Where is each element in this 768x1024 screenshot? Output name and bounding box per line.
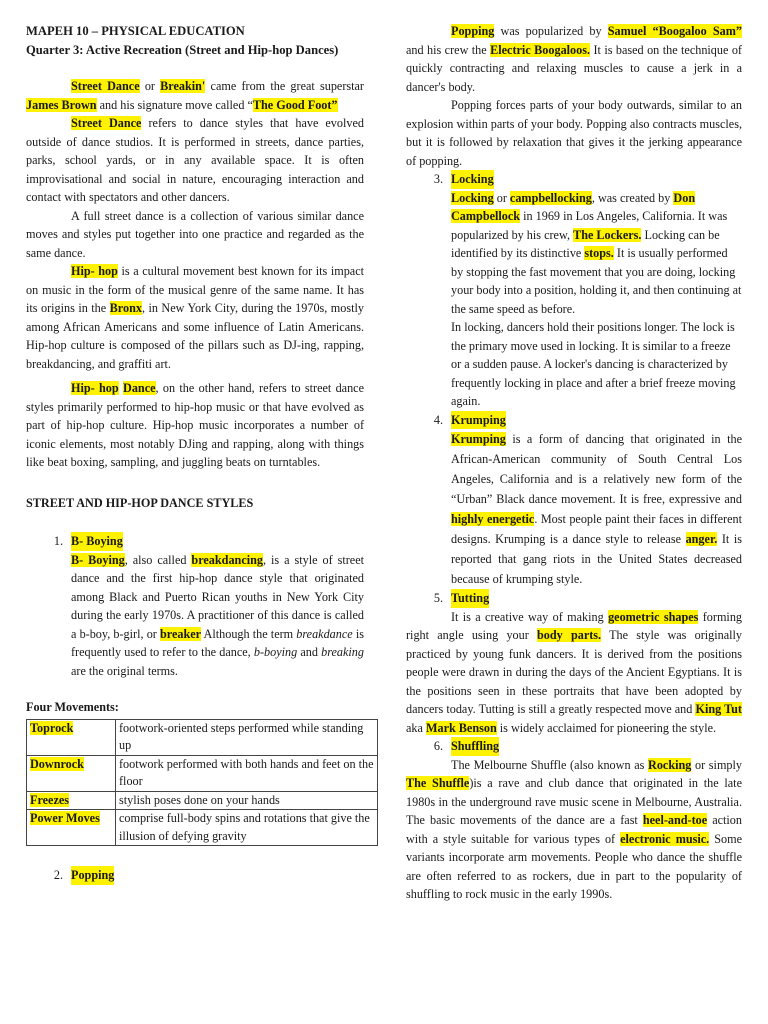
table-row xyxy=(27,755,378,791)
table-cell-name: Downrock xyxy=(27,755,116,791)
list-item-locking-heading: 3. Locking xyxy=(406,170,742,189)
popping-paragraph-1: Popping was popularized by Samuel “Boogaloo Sam” and his crew the Electric Boogaloos. It is based on the technique of quickly contracting and relaxing muscles to cause a jerk in a dancer's body. xyxy=(406,24,742,94)
left-column xyxy=(26,22,374,885)
locking-paragraph-1: Locking or campbellocking, was created by Don Campbellock in 1969 in Los Angeles, California. It was popularized by his crew, The Lockers. Locking can be identified by its distinctive stops. It is usually performed by stopping the fast movement that you are doing, locking your body into a position, holding it, and then continuing at the same speed as before. xyxy=(451,190,742,316)
right-column xyxy=(406,22,742,904)
intro-paragraph-3: A full street dance is a collection of various similar dance moves and styles put together into one practice and regarded as the same dance. xyxy=(26,208,364,260)
four-movements-table xyxy=(26,719,378,847)
intro-paragraph-2: Street Dance refers to dance styles that have evolved outside of dance studios. It is performed in streets, dance parties, parks, school yards, or in any available space. It is often improvisational and social in nature, encouraging interaction and contact with spectators and other dancers. xyxy=(26,116,364,204)
table-row xyxy=(27,791,378,810)
popping-paragraph-2: Popping forces parts of your body outwards, similar to an explosion within parts of your body. Popping also contracts muscles, but it is followed by relaxation that gives it the jerking appearance of popping. xyxy=(406,98,742,168)
list-item-tutting-heading: 5. Tutting xyxy=(406,589,742,608)
intro-paragraph-4: Hip- hop is a cultural movement best known for its impact on music in the form of the musical genre of the same name. It has its origins in the Bronx, in New York City, during the 1970s, mostly among African Americans and some influence of Latin Americans. Hip-hop culture is composed of the pillars such as DJ-ing, rapping, breakdancing, and graffiti art. xyxy=(26,264,365,371)
table-cell-desc: footwork performed with both hands and feet on the floor xyxy=(116,755,378,791)
table-cell-desc: footwork-oriented steps performed while standing up xyxy=(116,719,378,755)
krumping-paragraph: Krumping is a form of dancing that originated in the African-American community of South Central Los Angeles, California and is a relatively new form of the “Urban” Black dance movement. It is free, expressive and highly energetic. Most people paint their faces in different designs. Krumping is a dance style to release anger. It is reported that gang riots in the United States decreased because of krumping style. xyxy=(451,432,742,586)
list-item-krumping-heading: 4. Krumping xyxy=(406,411,742,430)
tutting-paragraph: It is a creative way of making geometric shapes forming right angle using your body parts. The style was originally practiced by young funk dancers. It is derived from the positions people were drawn in during the days of the Ancient Egyptians. It is the positions seen in these portraits that have been adopted by dancers today. Tutting is still a greatly respected move and King Tut aka Mark Benson is widely acclaimed for pioneering the style. xyxy=(406,609,743,735)
table-cell-desc: comprise full-body spins and rotations that give the illusion of defying gravity xyxy=(116,810,378,846)
list-item-bboying-heading: 1. B- Boying xyxy=(26,532,364,551)
table-cell-name: Power Moves xyxy=(27,810,116,846)
table-cell-desc: stylish poses done on your hands xyxy=(116,791,378,810)
shuffling-paragraph: The Melbourne Shuffle (also known as Rocking or simply The Shuffle)is a rave and club dance that originated in the late 1980s in the underground rave music scene in Melbourne, Australia. The basic movements of the dance are a fast heel-and-toe action with a style suitable for various types of electronic music. Some variants incorporate arm movements. People who dance the shuffle are often referred to as rockers, due in part to the popularity of shuffling to rock music in the early 1990s. xyxy=(406,757,743,901)
document-title: MAPEH 10 – PHYSICAL EDUCATION xyxy=(26,24,245,38)
table-row xyxy=(27,810,378,846)
quarter-title: Quarter 3: Active Recreation (Street and Hip-hop Dances) xyxy=(26,42,339,57)
table-cell-name: Toprock xyxy=(27,719,116,755)
list-item-popping-heading: 2. Popping xyxy=(26,866,364,885)
styles-heading: STREET AND HIP-HOP DANCE STYLES xyxy=(26,495,254,510)
list-item-shuffling-heading: 6. Shuffling xyxy=(406,737,742,756)
table-row xyxy=(27,719,378,755)
table-cell-name: Freezes xyxy=(27,791,116,810)
locking-paragraph-2: In locking, dancers hold their positions longer. The lock is the primary move used in locking. It is similar to a freeze or a sudden pause. A locker's dancing is characterized by frequently locking in place and after a brief freeze moving again. xyxy=(451,320,736,408)
intro-paragraph-1: Street Dance or Breakin' came from the great superstar James Brown and his signature move called “The Good Foot” xyxy=(26,79,364,112)
intro-paragraph-5: Hip- hop Dance, on the other hand, refers to street dance styles primarily performed to hip-hop music or that have evolved as part of hip-hop culture. Hip-hop music incorporates a number of iconic elements, most notably DJing and rapping, along with things like beat boxing, sampling, and juggling beats on turntables. xyxy=(26,381,365,469)
four-movements-heading: Four Movements: xyxy=(26,700,119,714)
bboying-paragraph: B- Boying, also called breakdancing, is a style of street dance and the first hip-hop dance style that originated among Black and Puerto Rican youths in New York City during the early 1970s. A practitioner of this dance is called a b-boy, b-girl, or breaker Although the term breakdance is frequently used to refer to the dance, b-boying and breaking are the original terms. xyxy=(71,552,364,678)
